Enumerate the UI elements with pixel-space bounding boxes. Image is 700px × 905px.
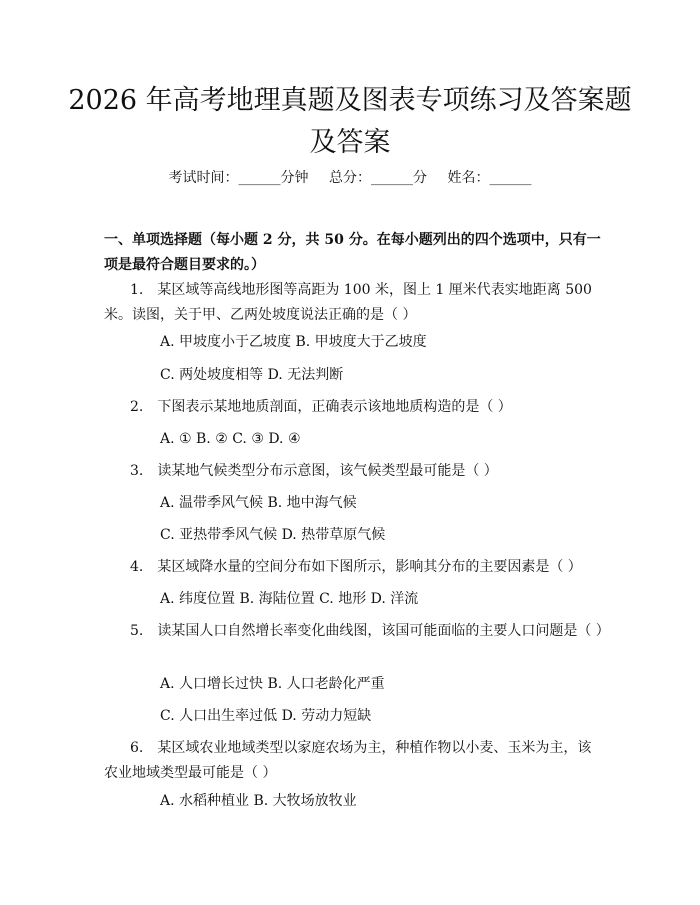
question-5-options-row-1: A. 人口增长过快 B. 人口老龄化严重 [160,676,385,692]
question-4-options-row-1: A. 纬度位置 B. 海陆位置 C. 地形 D. 洋流 [160,591,419,607]
exam-info [0,168,700,188]
question-2: 2. 下图表示某地地质剖面，正确表示该地地质构造的是（ ） [130,399,512,415]
total-score-field: 总分：______分 [329,170,427,186]
question-1-options-row-2: C. 两处坡度相等 D. 无法判断 [160,367,344,383]
question-3-options-row-2: C. 亚热带季风气候 D. 热带草原气候 [160,527,386,543]
question-5: 5. 读某国人口自然增长率变化曲线图，该国可能面临的主要人口问题是（ ） [130,623,610,639]
question-3-options-row-1: A. 温带季风气候 B. 地中海气候 [160,495,357,511]
question-6: 6. 某区域农业地域类型以家庭农场为主，种植作物以小麦、玉米为主，该农业地域类型最可能是（ ） [104,740,592,781]
section-heading: 一、单项选择题（每小题 2 分，共 50 分。在每小题列出的四个选项中，只有一项是最符合题目要求的。） [104,232,601,273]
question-6-options-row-1: A. 水稻种植业 B. 大牧场放牧业 [160,793,357,809]
student-name-field: 姓名：______ [447,170,532,186]
exam-time-field: 考试时间：______分钟 [168,170,309,186]
question-1-options-row-1: A. 甲坡度小于乙坡度 B. 甲坡度大于乙坡度 [160,334,427,350]
question-1: 1. 某区域等高线地形图等高距为 100 米，图上 1 厘米代表实地距离 500 米。读图，关于甲、乙两处坡度说法正确的是（ ） [104,282,592,323]
question-2-options-row-1: A. ① B. ② C. ③ D. ④ [160,431,301,447]
question-3: 3. 读某地气候类型分布示意图，该气候类型最可能是（ ） [130,463,498,479]
question-5-options-row-2: C. 人口出生率过低 D. 劳动力短缺 [160,708,372,724]
question-4: 4. 某区域降水量的空间分布如下图所示，影响其分布的主要因素是（ ） [130,559,582,575]
document-title: 2026 年高考地理真题及图表专项练习及答案题及答案 [68,85,632,158]
